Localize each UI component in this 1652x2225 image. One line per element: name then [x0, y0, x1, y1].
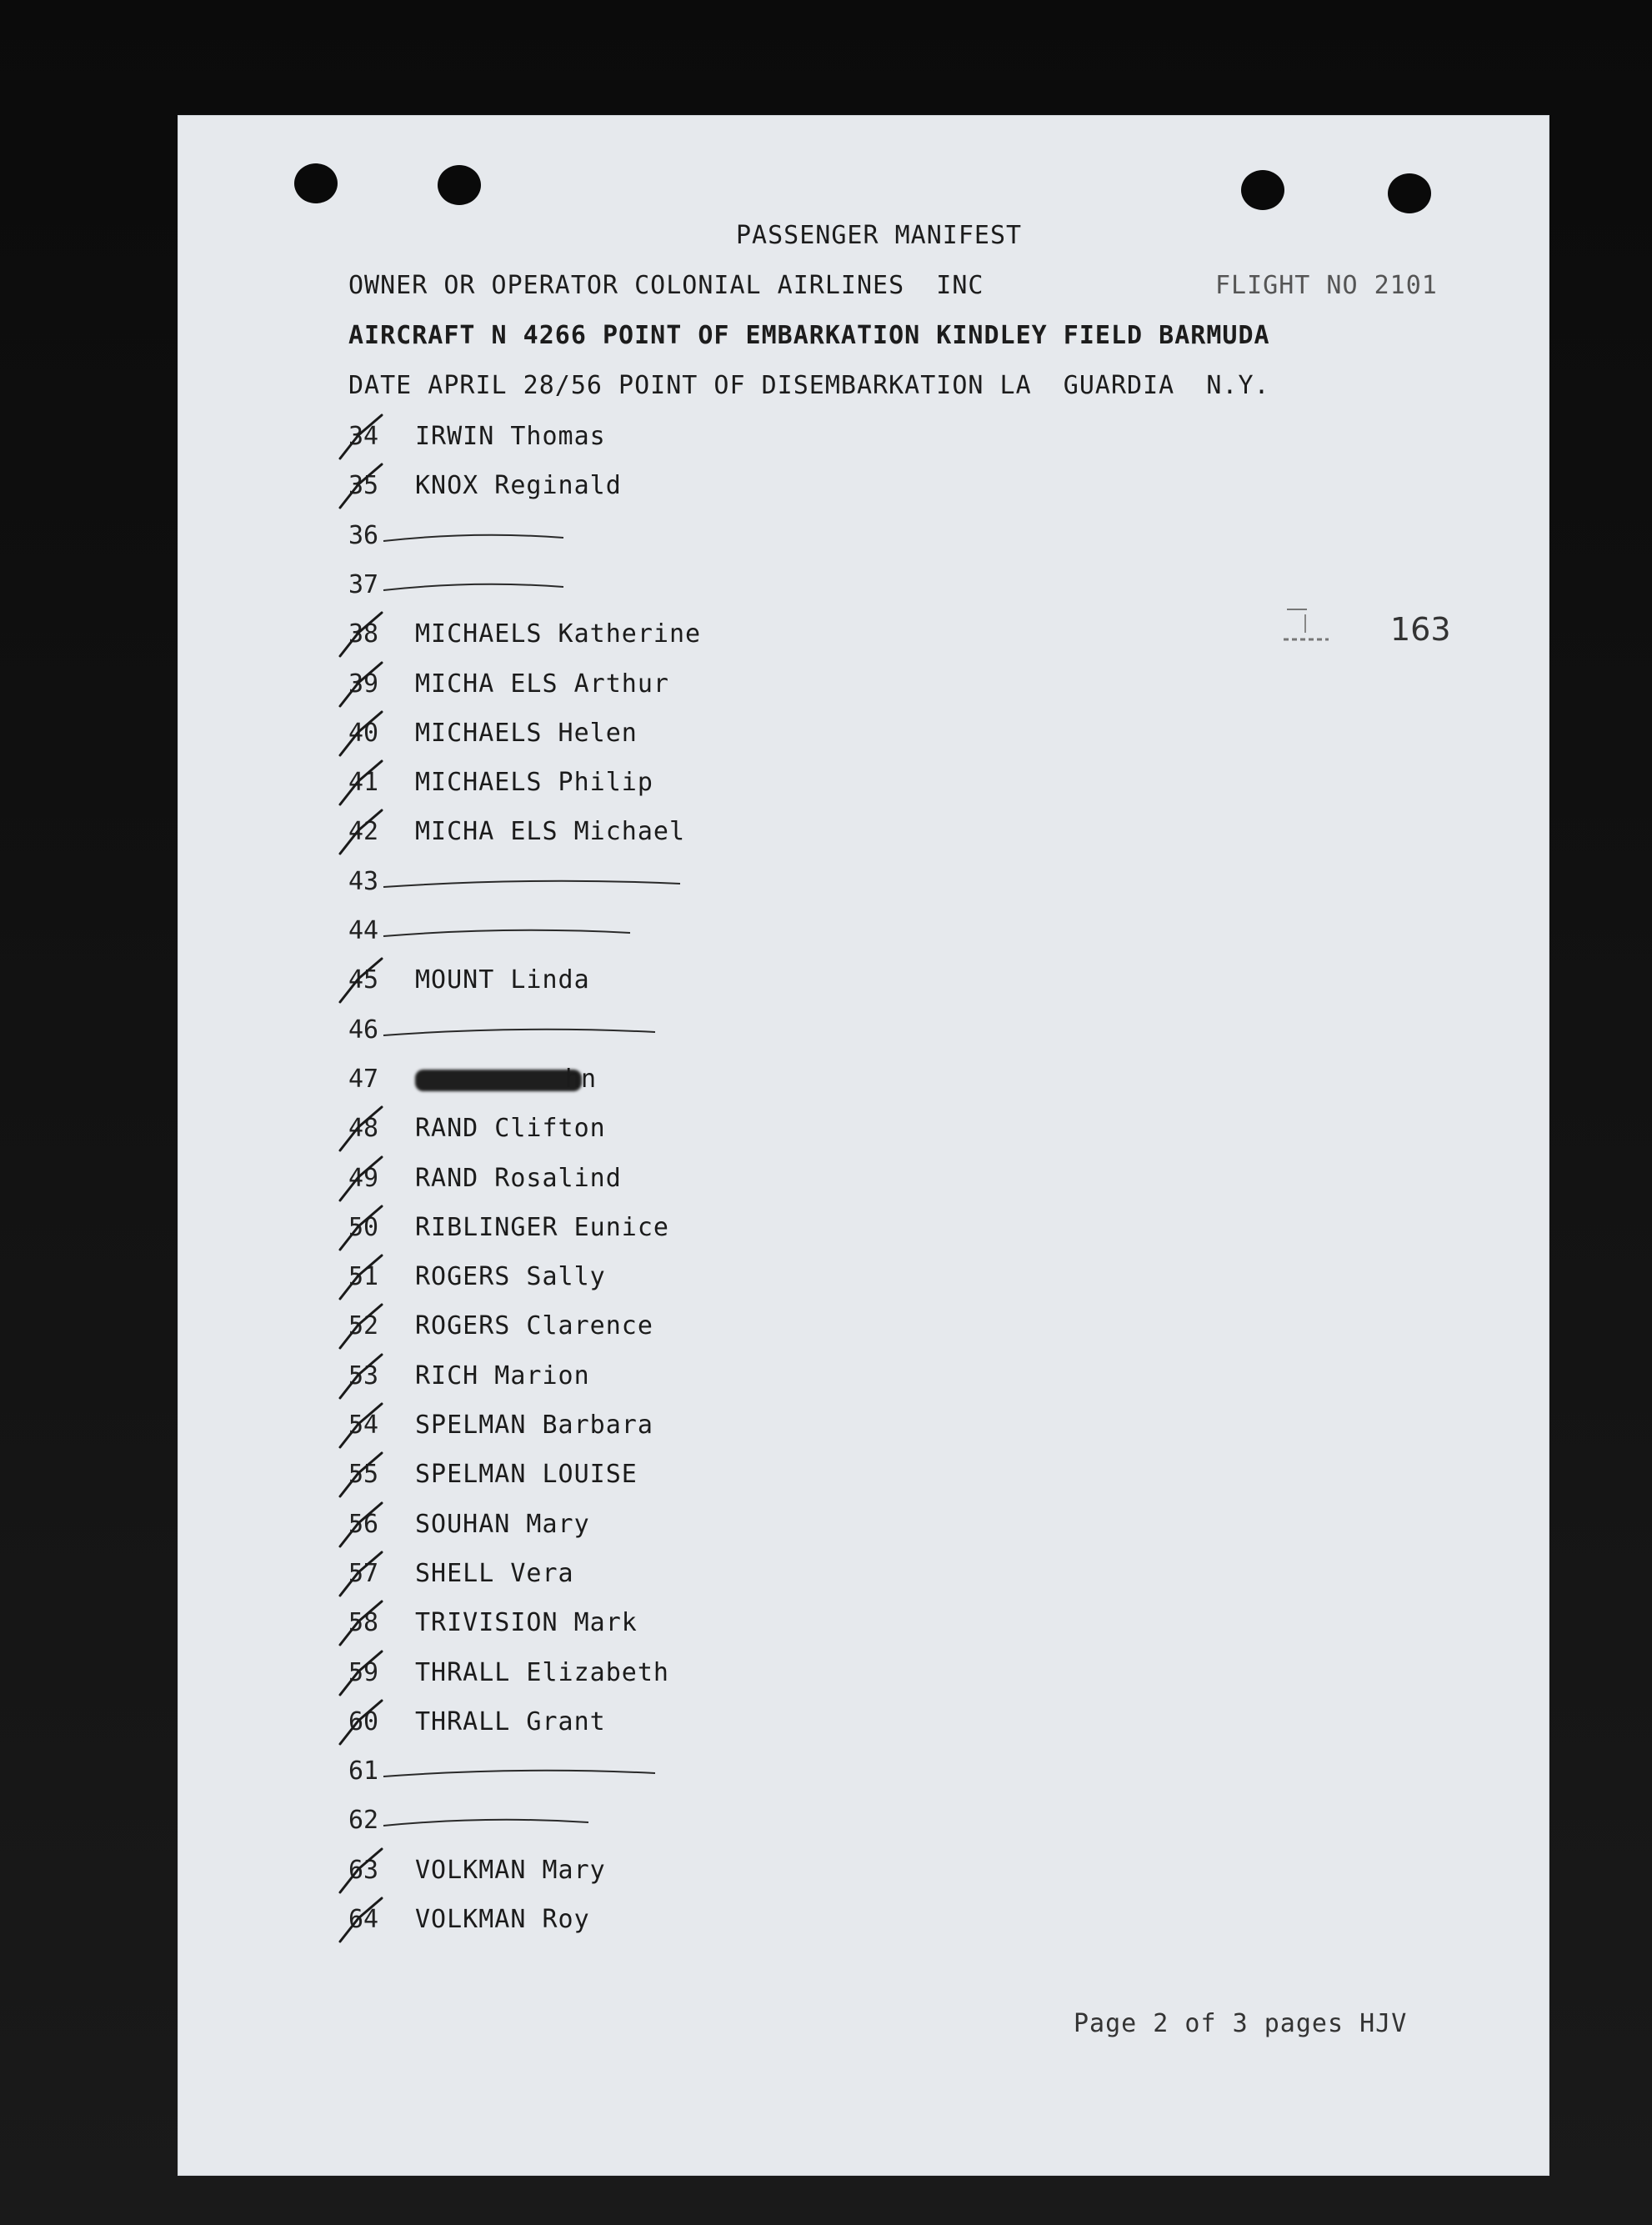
- date-disembarkation-line: DATE APRIL 28/56 POINT OF DISEMBARKATION LA GUARDIA N.Y.: [348, 371, 1270, 400]
- passenger-name: IRWIN Thomas: [415, 422, 606, 451]
- passenger-name: THRALL Grant: [415, 1707, 606, 1736]
- passenger-name: MICHA ELS Arthur: [415, 669, 669, 699]
- passenger-name: VOLKMAN Roy: [415, 1905, 590, 1934]
- passenger-row: [348, 965, 1099, 999]
- blank-strike-line: [382, 1022, 657, 1042]
- passenger-row: [348, 768, 1099, 801]
- passenger-name: MICHAELS Helen: [415, 719, 638, 748]
- passenger-number: 53: [348, 1361, 379, 1391]
- blank-strike-line: [382, 528, 565, 548]
- passenger-row: [348, 1164, 1099, 1197]
- passenger-number: 51: [348, 1262, 379, 1291]
- passenger-number: 40: [348, 719, 379, 748]
- passenger-row: [348, 619, 1099, 653]
- passenger-number: 56: [348, 1510, 379, 1539]
- passenger-row: [348, 1856, 1099, 1889]
- passenger-row: [348, 1658, 1099, 1691]
- passenger-name: SPELMAN LOUISE: [415, 1460, 638, 1489]
- passenger-row: [348, 916, 1099, 950]
- passenger-number: 49: [348, 1164, 379, 1193]
- passenger-row: [348, 719, 1099, 752]
- page-indicator: Page 2 of 3 pages HJV: [1074, 2009, 1408, 2038]
- passenger-row: [348, 1411, 1099, 1444]
- passenger-number: 35: [348, 471, 379, 500]
- passenger-number: 61: [348, 1756, 379, 1786]
- passenger-number: 55: [348, 1460, 379, 1489]
- passenger-name: THRALL Elizabeth: [415, 1658, 669, 1687]
- manifest-page: [178, 115, 1549, 2176]
- passenger-number: 63: [348, 1856, 379, 1885]
- passenger-name: RAND Clifton: [415, 1114, 606, 1143]
- passenger-name: MICHA ELS Michael: [415, 817, 686, 846]
- redaction-smudge: [415, 1070, 582, 1091]
- passenger-number: 36: [348, 521, 379, 550]
- passenger-name: SHELL Vera: [415, 1559, 574, 1588]
- passenger-name: RICH Marion: [415, 1361, 590, 1391]
- passenger-row: [348, 1065, 1099, 1098]
- passenger-number: 46: [348, 1015, 379, 1045]
- passenger-number: 43: [348, 867, 379, 896]
- passenger-number: 37: [348, 570, 379, 599]
- passenger-name: ROGERS Clarence: [415, 1311, 653, 1341]
- passenger-number: 59: [348, 1658, 379, 1687]
- passenger-name: RIBLINGER Eunice: [415, 1213, 669, 1242]
- passenger-name: MOUNT Linda: [415, 965, 590, 995]
- stamp-mark: [1282, 603, 1332, 653]
- passenger-row: [348, 1460, 1099, 1493]
- flight-number: FLIGHT NO 2101: [1215, 271, 1438, 300]
- passenger-row: [348, 1510, 1099, 1543]
- passenger-row: [348, 1262, 1099, 1295]
- passenger-name: MICHAELS Katherine: [415, 619, 702, 649]
- passenger-number: 42: [348, 817, 379, 846]
- passenger-row: [348, 570, 1099, 604]
- passenger-row: [348, 1707, 1099, 1741]
- passenger-number: 45: [348, 965, 379, 995]
- passenger-number: 52: [348, 1311, 379, 1341]
- passenger-number: 47: [348, 1065, 379, 1094]
- passenger-row: [348, 1806, 1099, 1839]
- passenger-name: SPELMAN Barbara: [415, 1411, 653, 1440]
- passenger-name: ROGERS Sally: [415, 1262, 606, 1291]
- passenger-row: [348, 1361, 1099, 1395]
- passenger-number: 60: [348, 1707, 379, 1736]
- passenger-name: MICHAELS Philip: [415, 768, 653, 797]
- passenger-name: TRIVISION Mark: [415, 1608, 638, 1637]
- passenger-row: [348, 1311, 1099, 1345]
- passenger-row: [348, 817, 1099, 850]
- punch-hole-right-2: [1388, 173, 1431, 213]
- passenger-row: [348, 471, 1099, 504]
- passenger-row: [348, 1905, 1099, 1938]
- passenger-number: 39: [348, 669, 379, 699]
- passenger-row: [348, 1015, 1099, 1049]
- passenger-number: 58: [348, 1608, 379, 1637]
- page-stamp-number: 163: [1390, 611, 1451, 648]
- blank-strike-line: [382, 1812, 590, 1832]
- passenger-number: 50: [348, 1213, 379, 1242]
- passenger-row: [348, 422, 1099, 455]
- blank-strike-line: [382, 577, 565, 597]
- passenger-number: 57: [348, 1559, 379, 1588]
- manifest-title: PASSENGER MANIFEST: [736, 221, 1023, 250]
- blank-strike-line: [382, 1763, 657, 1783]
- passenger-number: 38: [348, 619, 379, 649]
- passenger-row: [348, 1608, 1099, 1641]
- passenger-number: 34: [348, 422, 379, 451]
- passenger-name: VOLKMAN Mary: [415, 1856, 606, 1885]
- passenger-row: [348, 521, 1099, 554]
- aircraft-embarkation-line: AIRCRAFT N 4266 POINT OF EMBARKATION KINDLEY FIELD BARMUDA: [348, 321, 1270, 350]
- passenger-number: 62: [348, 1806, 379, 1835]
- passenger-row: [348, 1559, 1099, 1592]
- passenger-row: [348, 1213, 1099, 1246]
- passenger-row: [348, 867, 1099, 900]
- passenger-name: hn: [565, 1065, 598, 1094]
- passenger-number: 54: [348, 1411, 379, 1440]
- passenger-number: 44: [348, 916, 379, 945]
- punch-hole-right-1: [1241, 170, 1284, 210]
- passenger-name: KNOX Reginald: [415, 471, 622, 500]
- punch-hole-left-1: [294, 163, 338, 203]
- passenger-name: RAND Rosalind: [415, 1164, 622, 1193]
- blank-strike-line: [382, 923, 632, 943]
- blank-strike-line: [382, 874, 682, 894]
- passenger-number: 48: [348, 1114, 379, 1143]
- owner-operator-line: OWNER OR OPERATOR COLONIAL AIRLINES INC: [348, 271, 984, 300]
- passenger-row: [348, 1756, 1099, 1790]
- passenger-name: SOUHAN Mary: [415, 1510, 590, 1539]
- passenger-number: 41: [348, 768, 379, 797]
- passenger-row: [348, 1114, 1099, 1147]
- punch-hole-left-2: [438, 165, 481, 205]
- passenger-row: [348, 669, 1099, 703]
- passenger-number: 64: [348, 1905, 379, 1934]
